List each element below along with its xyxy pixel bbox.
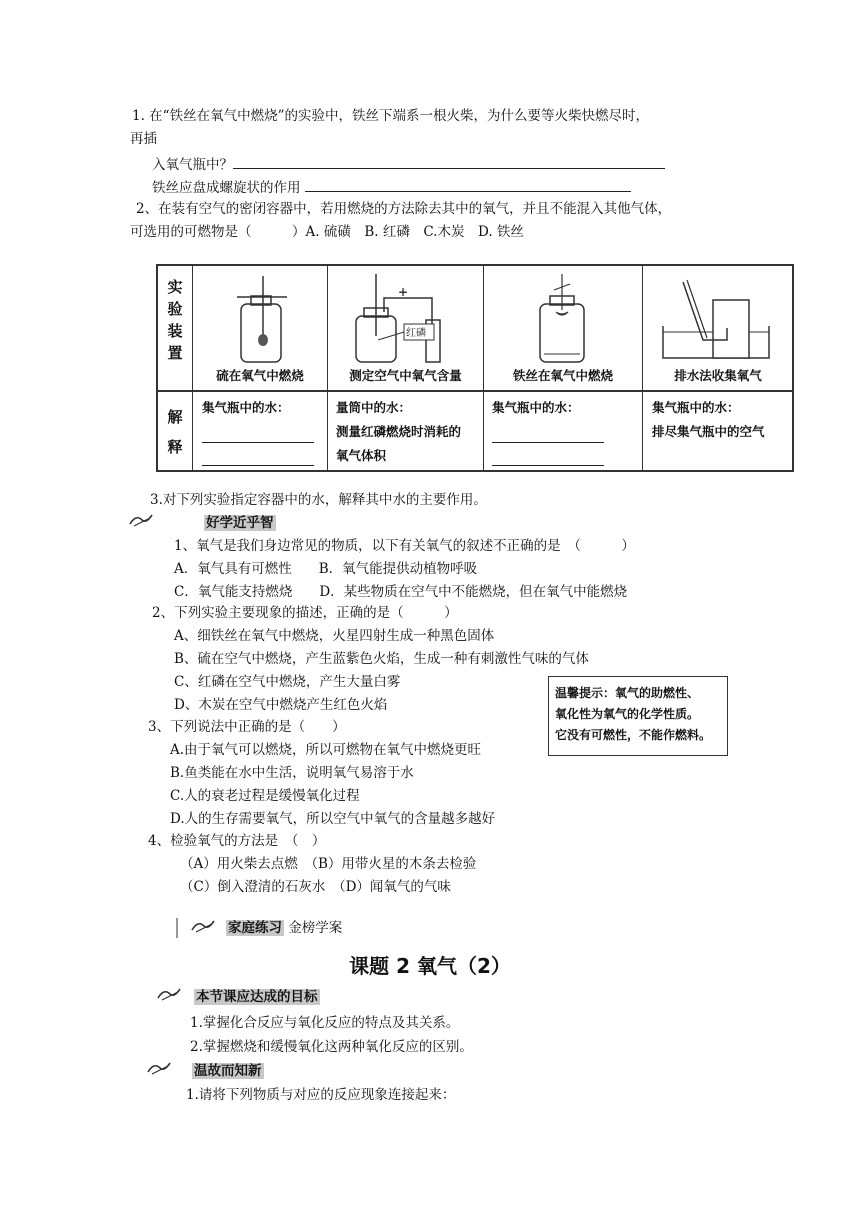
answer-blank[interactable] bbox=[492, 447, 604, 466]
mc3-stem: 3、下列说法中正确的是（ ） bbox=[148, 719, 346, 735]
mc3-option: C.人的衰老过程是缓慢氧化过程 bbox=[170, 788, 360, 804]
row-head-apparatus: 实 验 装 置 bbox=[167, 278, 183, 362]
lesson-title: 课题 2 氧气（2） bbox=[349, 954, 511, 978]
caption-water-collection: 排水法收集氧气 bbox=[674, 368, 762, 383]
divider bbox=[176, 918, 178, 938]
q2-line1: 2、在装有空气的密闭容器中，若用燃烧的方法除去其中的氧气，并且不能混入其他气体， bbox=[136, 201, 672, 217]
review-title: 温故而知新 bbox=[194, 1063, 262, 1079]
mc3-option: B.鱼类能在水中生活，说明氧气易溶于水 bbox=[170, 765, 414, 781]
svg-text:+: + bbox=[398, 285, 409, 299]
goals-title: 本节课应达成的目标 bbox=[196, 989, 318, 1005]
q3-text: 3.对下列实验指定容器中的水，解释其中水的主要作用。 bbox=[150, 492, 487, 508]
q1-line3: 入氧气瓶中？ bbox=[152, 154, 665, 174]
pen-icon bbox=[156, 986, 182, 1002]
mc2-option: B、硫在空气中燃烧，产生蓝紫色火焰，生成一种有刺激性气味的气体 bbox=[174, 651, 589, 667]
q2-line2: 可选用的可燃物是（ ）A. 硫磺 B. 红磷 C.木炭 D. 铁丝 bbox=[130, 224, 524, 240]
caption-sulfur: 硫在氧气中燃烧 bbox=[216, 368, 304, 383]
oxygen-content-drawing bbox=[328, 266, 483, 366]
pen-icon bbox=[128, 512, 154, 528]
mc2-stem: 2、下列实验主要现象的描述，正确的是（ ） bbox=[152, 605, 458, 621]
caption-iron: 铁丝在氧气中燃烧 bbox=[512, 368, 613, 383]
goal-item: 1.掌握化合反应与氧化反应的特点及其关系。 bbox=[190, 1015, 460, 1031]
explain-cell-4: 集气瓶中的水： 排尽集气瓶中的空气 bbox=[652, 400, 765, 439]
mc2-option: A、细铁丝在氧气中燃烧，火星四射生成一种黑色固体 bbox=[174, 628, 495, 644]
section-study-title: 好学近乎智 bbox=[206, 515, 274, 531]
iron-bottle-drawing bbox=[484, 266, 642, 366]
answer-blank[interactable] bbox=[202, 447, 314, 466]
answer-blank[interactable] bbox=[202, 424, 314, 443]
answer-blank[interactable] bbox=[305, 177, 631, 192]
explain-cell-2: 量筒中的水： 测量红磷燃烧时消耗的 氧气体积 bbox=[336, 400, 462, 463]
pen-icon bbox=[190, 918, 216, 934]
mc1-option-line: C．氧气能支持燃烧 D．某些物质在空气中不能燃烧，但在氧气中能燃烧 bbox=[174, 584, 628, 600]
pen-icon bbox=[146, 1060, 172, 1076]
row-head-explain: 解 释 bbox=[167, 408, 183, 456]
family-practice: 家庭练习 金榜学案 bbox=[228, 920, 343, 936]
mc1-option-line: A．氧气具有可燃性 B．氧气能提供动植物呼吸 bbox=[174, 561, 478, 577]
goal-item: 2.掌握燃烧和缓慢氧化这两种氧化反应的区别。 bbox=[190, 1039, 473, 1055]
mc3-option: D.人的生存需要氧气，所以空气中氧气的含量越多越好 bbox=[170, 811, 496, 827]
mc1-stem: 1、氧气是我们身边常见的物质，以下有关氧气的叙述不正确的是 （ ） bbox=[174, 538, 635, 554]
mc2-option: D、木炭在空气中燃烧产生红色火焰 bbox=[174, 697, 388, 713]
explain-cell-3: 集气瓶中的水： bbox=[492, 396, 604, 466]
answer-blank[interactable] bbox=[233, 154, 665, 169]
q1-line4: 铁丝应盘成螺旋状的作用 bbox=[152, 177, 631, 197]
sulfur-bottle-drawing bbox=[193, 266, 327, 366]
red-phosphorus-label: 红磷 bbox=[406, 328, 426, 339]
review-item: 1.请将下列物质与对应的反应现象连接起来： bbox=[186, 1087, 456, 1103]
mc4-option: （A）用火柴去点燃 （B）用带火星的木条去检验 bbox=[180, 856, 477, 872]
mc4-option: （C）倒入澄清的石灰水 （D）闻氧气的气味 bbox=[180, 879, 451, 895]
mc4-stem: 4、检验氧气的方法是 （ ） bbox=[148, 833, 326, 849]
answer-blank[interactable] bbox=[492, 424, 604, 443]
mc3-option: A.由于氧气可以燃烧，所以可燃物在氧气中燃烧更旺 bbox=[170, 742, 482, 758]
tip-box: 温馨提示：氧气的助燃性、 氧化性为氧气的化学性质。 它没有可燃性，不能作燃料。 bbox=[548, 676, 728, 756]
water-collection-drawing bbox=[643, 266, 793, 366]
q1-line2: 再插 bbox=[130, 131, 157, 147]
explain-cell-1: 集气瓶中的水： bbox=[202, 396, 314, 466]
caption-oxygen-content: 测定空气中氧气含量 bbox=[349, 368, 462, 383]
mc2-option: C、红磷在空气中燃烧，产生大量白雾 bbox=[174, 674, 401, 690]
q1-line1: 1. 在“铁丝在氧气中燃烧”的实验中，铁丝下端系一根火柴，为什么要等火柴快燃尽时， bbox=[132, 108, 649, 124]
experiment-table bbox=[156, 264, 794, 472]
